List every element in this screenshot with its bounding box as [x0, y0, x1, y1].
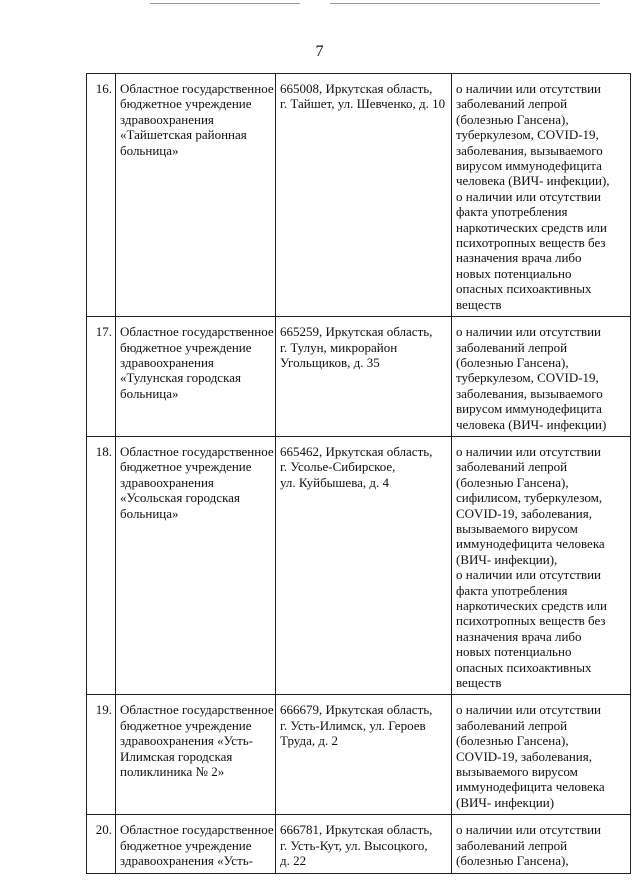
address-line: 665008, Иркутская область,	[280, 81, 433, 96]
organization-line: бюджетное учреждение	[120, 339, 252, 355]
info-line: заболевания, вызываемого	[456, 385, 603, 401]
info-cell	[452, 436, 631, 695]
organization-cell	[116, 74, 276, 317]
organization-line: больница»	[120, 385, 179, 401]
organization-line: здравоохранения «Усть-	[120, 733, 254, 749]
info-line: (ВИЧ- инфекции),	[456, 551, 558, 567]
info-line: вызываемого вирусом	[456, 764, 578, 780]
info-line: о наличии или отсутствии	[456, 567, 601, 583]
address-cell	[276, 815, 452, 873]
info-cell	[452, 317, 631, 437]
info-line: опасных психоактивных	[456, 659, 592, 675]
info-line: о наличии или отсутствии	[456, 81, 601, 96]
info-line: веществ	[456, 675, 502, 691]
info-line: заболеваний лепрой	[456, 837, 568, 853]
address-line: 665259, Иркутская область,	[280, 324, 433, 340]
info-line: о наличии или отсутствии	[456, 702, 601, 718]
organization-line: «Усольская городская	[120, 490, 240, 506]
organization-line: бюджетное учреждение	[120, 717, 252, 733]
row-number: 18.	[95, 443, 112, 459]
organization-line: здравоохранения	[120, 354, 214, 370]
organization-cell	[116, 317, 276, 437]
organization-line: бюджетное учреждение	[120, 459, 252, 475]
address-line: г. Тулун, микрорайон	[280, 339, 398, 355]
row-number: 19.	[95, 702, 112, 718]
row-number: 20.	[95, 822, 112, 838]
row-number: 17.	[95, 324, 112, 340]
organization-line: больница»	[120, 505, 179, 521]
organization-line: «Тайшетская районная	[120, 127, 247, 143]
info-line: о наличии или отсутствии	[456, 188, 601, 204]
address-line: 666781, Иркутская область,	[280, 822, 433, 838]
organization-line: бюджетное учреждение	[120, 96, 252, 112]
info-line: человека (ВИЧ- инфекции)	[456, 416, 607, 432]
info-line: вызываемого вирусом	[456, 520, 578, 536]
info-line: туберкулезом, COVID-19,	[456, 127, 599, 143]
organization-line: бюджетное учреждение	[120, 837, 252, 853]
address-line: г. Усть-Кут, ул. Высоцкого,	[280, 837, 428, 853]
table-row	[87, 317, 631, 437]
info-line: назначения врача либо	[456, 250, 582, 266]
info-line: (ВИЧ- инфекции)	[456, 794, 555, 810]
organization-line: поликлиника № 2»	[120, 764, 225, 780]
info-cell	[452, 695, 631, 815]
info-line: о наличии или отсутствии	[456, 324, 601, 340]
info-line: человека (ВИЧ- инфекции),	[456, 173, 610, 189]
organization-cell	[116, 815, 276, 873]
row-number-cell	[87, 436, 116, 695]
address-line: Угольщиков, д. 35	[280, 354, 380, 370]
organization-line: Илимская городская	[120, 748, 233, 764]
info-line: новых потенциально	[456, 644, 572, 660]
address-line: г. Усолье-Сибирское,	[280, 459, 396, 475]
info-line: опасных психоактивных	[456, 281, 592, 297]
table-row	[87, 436, 631, 695]
info-line: наркотических средств или	[456, 219, 607, 235]
organization-line: «Тулунская городская	[120, 370, 241, 386]
info-line: (болезнью Гансена),	[456, 853, 569, 869]
info-line: (болезнью Гансена),	[456, 733, 569, 749]
info-line: заболевания, вызываемого	[456, 142, 603, 158]
info-line: (болезнью Гансена),	[456, 474, 569, 490]
organization-cell	[116, 695, 276, 815]
info-line: о наличии или отсутствии	[456, 822, 601, 838]
info-line: сифилисом, туберкулезом,	[456, 490, 603, 506]
organization-line: больница»	[120, 142, 179, 158]
info-line: психотропных веществ без	[456, 235, 606, 251]
info-line: COVID-19, заболевания,	[456, 748, 592, 764]
address-line: г. Тайшет, ул. Шевченко, д. 10	[280, 96, 446, 112]
address-cell	[276, 74, 452, 317]
info-line: (болезнью Гансена),	[456, 354, 569, 370]
organization-line: Областное государственное	[120, 822, 274, 838]
info-line: заболеваний лепрой	[456, 459, 568, 475]
address-line: Труда, д. 2	[280, 733, 338, 749]
info-line: заболеваний лепрой	[456, 96, 568, 112]
top-rule-left	[150, 3, 300, 4]
row-number-cell	[87, 815, 116, 873]
address-line: 665462, Иркутская область,	[280, 443, 433, 459]
row-number-cell	[87, 695, 116, 815]
row-number: 16.	[95, 81, 112, 96]
organization-line: Областное государственное	[120, 324, 274, 340]
institutions-table	[86, 73, 631, 874]
address-line: 666679, Иркутская область,	[280, 702, 433, 718]
organization-cell	[116, 436, 276, 695]
info-line: факта употребления	[456, 204, 568, 220]
info-cell	[452, 74, 631, 317]
organization-line: Областное государственное	[120, 81, 274, 96]
info-line: туберкулезом, COVID-19,	[456, 370, 599, 386]
info-line: заболеваний лепрой	[456, 339, 568, 355]
info-line: о наличии или отсутствии	[456, 443, 601, 459]
address-cell	[276, 695, 452, 815]
info-line: назначения врача либо	[456, 628, 582, 644]
table-row	[87, 74, 631, 317]
row-number-cell	[87, 74, 116, 317]
organization-line: Областное государственное	[120, 702, 274, 718]
organization-line: здравоохранения	[120, 474, 214, 490]
info-line: наркотических средств или	[456, 598, 607, 613]
info-line: вирусом иммунодефицита	[456, 401, 602, 417]
info-line: COVID-19, заболевания,	[456, 505, 592, 521]
address-line: г. Усть-Илимск, ул. Героев	[280, 717, 426, 733]
info-line: заболеваний лепрой	[456, 717, 568, 733]
info-line: (болезнью Гансена),	[456, 111, 569, 127]
page-number: 7	[315, 43, 324, 60]
row-number-cell	[87, 317, 116, 437]
address-line: ул. Куйбышева, д. 4	[280, 474, 390, 490]
info-line: вирусом иммунодефицита	[456, 158, 602, 174]
info-line: иммунодефицита человека	[456, 536, 605, 552]
organization-line: Областное государственное	[120, 443, 274, 459]
organization-line: здравоохранения	[120, 111, 214, 127]
address-cell	[276, 317, 452, 437]
address-cell	[276, 436, 452, 695]
info-line: факта употребления	[456, 582, 568, 598]
organization-line: здравоохранения «Усть-	[120, 853, 254, 869]
table-row	[87, 695, 631, 815]
info-line: иммунодефицита человека	[456, 779, 605, 795]
info-line: веществ	[456, 296, 502, 312]
top-rule-right	[330, 3, 600, 4]
info-line: новых потенциально	[456, 265, 572, 281]
info-line: психотропных веществ без	[456, 613, 606, 629]
address-line: д. 22	[280, 853, 307, 869]
table-row	[87, 815, 631, 873]
info-cell	[452, 815, 631, 873]
